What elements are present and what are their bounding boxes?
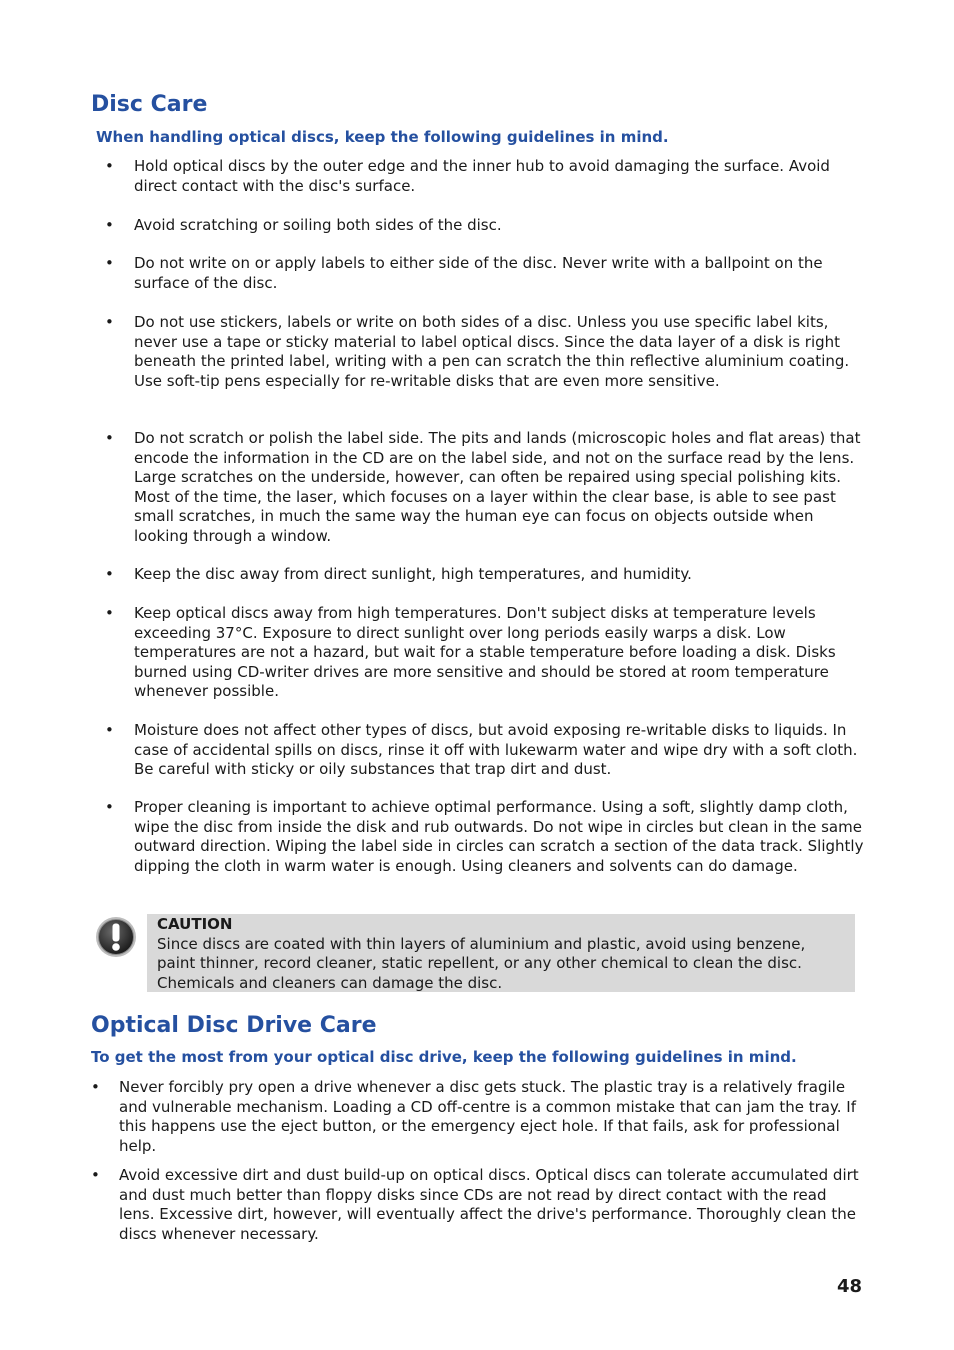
list-item-text: Never forcibly pry open a drive whenever a disc gets stuck. The plastic tray is a relatively fragile and vulnerable mechanism. Loading a CD off-centre is a common mistake that can jam the tray. If this happens use the eject button, or the emergency eject hole. If that fails, ask for professional help.	[119, 1078, 856, 1155]
list-item-text: Do not scratch or polish the label side. The pits and lands (microscopic holes and flat areas) that encode the information in the CD are on the label side, and not on the surface read by the lens. Large scratches on the underside, however, can often be repaired using special polishing kits. Most of the time, the laser, which focuses on a layer within the clear base, is able to see past small scratches, in much the same way the human eye can focus on objects outside when looking through a window.	[134, 429, 861, 545]
list-item-text: Hold optical discs by the outer edge and the inner hub to avoid damaging the surface. Avoid direct contact with the disc's surface.	[134, 157, 830, 195]
list-item	[105, 313, 865, 391]
list-item-text: Keep optical discs away from high temperatures. Don't subject disks at temperature levels exceeding 37°C. Exposure to direct sunlight over long periods easily warps a disk. Low temperatures are not a hazard, but wait for a stable temperature before loading a disk. Disks burned using CD-writer drives are more sensitive and should be stored at room temperature whenever possible.	[134, 604, 836, 700]
caution-title: CAUTION	[157, 915, 233, 933]
bullet-glyph: •	[105, 798, 114, 816]
caution-text: Since discs are coated with thin layers of aluminium and plastic, avoid using benzene, paint thinner, record cleaner, static repellent, or any other chemical to clean the disc. Chemicals and cleaners can damage the disc.	[157, 934, 806, 992]
page-number: 48	[836, 1276, 862, 1297]
bullet-glyph: •	[105, 604, 114, 622]
bullet-glyph: •	[105, 313, 114, 331]
list-item	[105, 604, 865, 702]
list-item	[105, 798, 865, 876]
list-item	[91, 1166, 861, 1244]
section-title-disc-care: Disc Care	[91, 92, 208, 117]
bullet-glyph: •	[105, 216, 114, 234]
list-item	[105, 429, 865, 546]
list-item	[91, 1078, 861, 1156]
bullet-glyph: •	[105, 254, 114, 272]
list-item	[105, 216, 865, 236]
list-item-text: Moisture does not affect other types of discs, but avoid exposing re-writable disks to liquids. In case of accidental spills on discs, rinse it off with lukewarm water and wipe dry with a soft cloth. Be careful with sticky or oily substances that trap dirt and dust.	[134, 721, 858, 778]
section-title-optical-disc-drive-care: Optical Disc Drive Care	[91, 1013, 377, 1038]
list-item-text: Keep the disc away from direct sunlight, high temperatures, and humidity.	[134, 565, 692, 583]
exclamation-icon	[95, 916, 137, 958]
list-item-text: Avoid excessive dirt and dust build-up on optical discs. Optical discs can tolerate accumulated dirt and dust much better than floppy disks since CDs are not read by direct contact with the read lens. Excessive dirt, however, will eventually affect the drive's performance. Thoroughly clean the discs whenever necessary.	[119, 1166, 859, 1243]
bullet-glyph: •	[105, 565, 114, 583]
bullet-glyph: •	[91, 1166, 100, 1184]
caution-callout	[147, 914, 855, 992]
bullet-glyph: •	[105, 429, 114, 447]
list-item	[105, 157, 865, 196]
bullet-glyph: •	[105, 721, 114, 739]
list-item-text: Do not write on or apply labels to either side of the disc. Never write with a ballpoint on the surface of the disc.	[134, 254, 823, 292]
list-item-text: Do not use stickers, labels or write on both sides of a disc. Unless you use specific label kits, never use a tape or sticky material to label optical discs. Since the data layer of a disk is right beneath the printed label, writing with a pen can scratch the thin reflective aluminium coating. Use soft-tip pens especially for re-writable disks that are even more sensitive.	[134, 313, 850, 390]
list-item-text: Proper cleaning is important to achieve optimal performance. Using a soft, slightly damp cloth, wipe the disc from inside the disk and rub outwards. Do not wipe in circles but clean in the same outward direction. Wiping the label side in circles can scratch a section of the data track. Slightly dipping the cloth in warm water is enough. Using cleaners and solvents can do damage.	[134, 798, 864, 875]
list-item-text: Avoid scratching or soiling both sides of the disc.	[134, 216, 502, 234]
list-item	[105, 254, 865, 293]
section-intro-drive-care: To get the most from your optical disc drive, keep the following guidelines in mind.	[91, 1048, 797, 1066]
bullet-glyph: •	[105, 157, 114, 175]
list-item	[105, 565, 865, 585]
list-item	[105, 721, 865, 780]
bullet-glyph: •	[91, 1078, 100, 1096]
section-intro-disc-care: When handling optical discs, keep the following guidelines in mind.	[96, 128, 669, 146]
